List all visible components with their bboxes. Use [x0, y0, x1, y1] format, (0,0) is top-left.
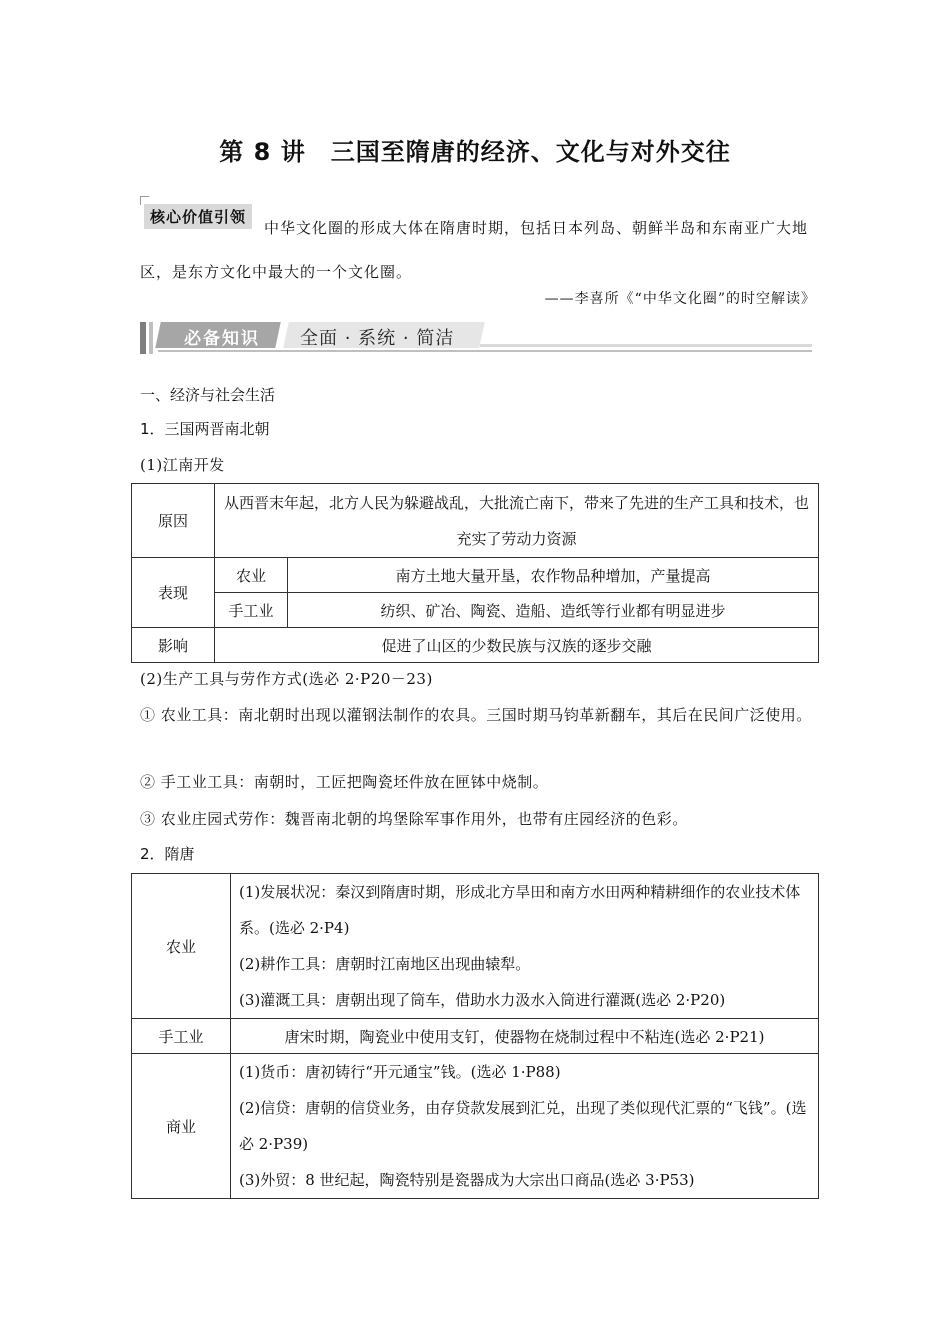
- table-cell: 从西晋末年起，北方人民为躲避战乱，大批流亡南下，带来了先进的生产工具和技术，也充实了劳动力资源: [215, 484, 819, 558]
- list-item: (1)发展状况：秦汉到隋唐时期，形成北方旱田和南方水田两种精耕细作的农业技术体系。(选必 2·P4): [239, 883, 801, 937]
- subsection-label: (2)生产工具与劳作方式(选必 2·P20－23): [140, 670, 433, 688]
- table-cell: 纺织、矿冶、陶瓷、造船、造纸等行业都有明显进步: [288, 593, 819, 628]
- table-cell: 原因: [132, 484, 215, 558]
- list-item: (1)货币：唐初铸行“开元通宝”钱。(选必 1·P88): [239, 1063, 561, 1081]
- list-item: (3)灌溉工具：唐朝出现了筒车，借助水力汲水入筒进行灌溉(选必 2·P20): [239, 991, 726, 1009]
- list-item: (2)信贷：唐朝的信贷业务，由存贷款发展到汇兑，出现了类似现代汇票的“飞钱”。(选必 2·P39): [239, 1099, 807, 1153]
- jiangnan-table: [131, 483, 819, 663]
- table-cell: 农业: [215, 558, 288, 593]
- core-value-tag: 核心价值引领: [144, 204, 252, 229]
- table-cell: [231, 1054, 819, 1199]
- core-value-source: ——李喜所《“中华文化圈”的时空解读》: [544, 291, 816, 307]
- page-title: 第 8 讲 三国至隋唐的经济、文化与对外交往: [219, 138, 731, 166]
- table-cell: 商业: [132, 1054, 231, 1199]
- list-item: ③ 农业庄园式劳作：魏晋南北朝的坞堡除军事作用外，也带有庄园经济的色彩。: [140, 810, 688, 828]
- table-cell: 南方土地大量开垦，农作物品种增加，产量提高: [288, 558, 819, 593]
- list-item: (2)耕作工具：唐朝时江南地区出现曲辕犁。: [239, 955, 531, 973]
- banner-rule: [480, 344, 812, 347]
- table-cell: 农业: [132, 874, 231, 1019]
- table-cell: 影响: [132, 628, 215, 663]
- section-banner: [140, 318, 812, 354]
- subsection-label: (1)江南开发: [140, 456, 225, 474]
- list-item: ② 手工业工具：南朝时，工匠把陶瓷坯件放在匣钵中烧制。: [140, 773, 549, 791]
- banner-left-label: 必备知识: [184, 329, 260, 349]
- table-cell: 表现: [132, 558, 215, 628]
- subsection-heading: 1．三国两晋南北朝: [140, 420, 270, 438]
- banner-right-label: 全面 · 系统 · 简洁: [300, 328, 455, 349]
- table-cell: 促进了山区的少数民族与汉族的逐步交融: [215, 628, 819, 663]
- banner-bar: [140, 322, 146, 354]
- table-cell: 手工业: [132, 1019, 231, 1054]
- table-cell: 手工业: [215, 593, 288, 628]
- suitang-table: [131, 873, 819, 1199]
- banner-rule: [158, 350, 812, 352]
- table-cell: 唐宋时期，陶瓷业中使用支钉，使器物在烧制过程中不粘连(选必 2·P21): [231, 1019, 819, 1054]
- banner-bar: [149, 322, 153, 354]
- section-heading: 一、经济与社会生活: [140, 386, 276, 404]
- subsection-heading: 2．隋唐: [140, 845, 195, 863]
- list-item: ① 农业工具：南北朝时出现以灌钢法制作的农具。三国时期马钧革新翻车，其后在民间广泛使用。: [140, 706, 812, 724]
- list-item: (3)外贸：8 世纪起，陶瓷特别是瓷器成为大宗出口商品(选必 3·P53): [239, 1171, 695, 1189]
- table-cell: [231, 874, 819, 1019]
- core-value-text: 中华文化圈的形成大体在隋唐时期，包括日本列岛、朝鲜半岛和东南亚广大地区，是东方文化中最大的一个文化圈。: [140, 219, 809, 281]
